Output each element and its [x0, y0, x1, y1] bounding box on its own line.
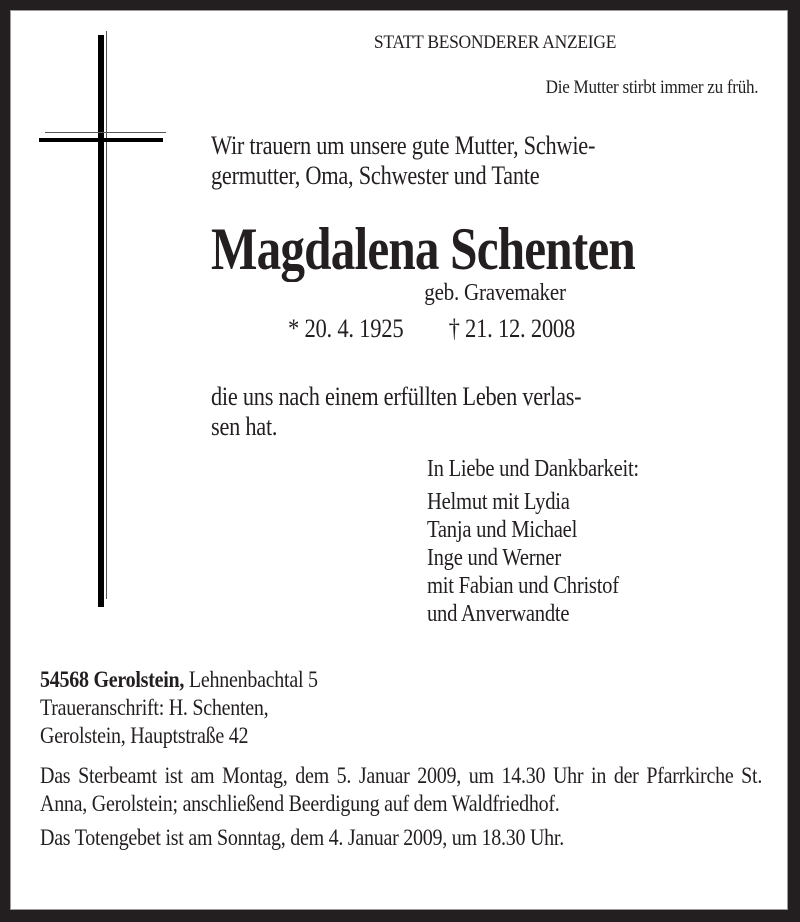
passing-line: die uns nach einem erfüllten Leben verlas-	[211, 382, 582, 411]
mourning-address-line: Gerolstein, Hauptstraße 42	[40, 723, 249, 748]
family-member: Helmut mit Lydia	[427, 489, 570, 515]
maiden-name: geb. Gravemaker	[424, 280, 566, 306]
residence-line	[40, 666, 318, 694]
passing-line: sen hat.	[211, 412, 278, 441]
motto: Die Mutter stirbt immer zu früh.	[545, 77, 758, 98]
notice-header: STATT BESONDERER ANZEIGE	[373, 32, 617, 53]
intro-line: Wir trauern um unsere gute Mutter, Schwie-	[211, 131, 596, 160]
cross-horizontal-hairline	[45, 132, 166, 133]
family-member: Inge und Werner	[427, 545, 561, 571]
life-dates	[288, 314, 575, 344]
birth-date: * 20. 4. 1925	[288, 314, 404, 343]
mourning-address-line: Traueranschrift: H. Schenten,	[40, 695, 269, 720]
signoff: In Liebe und Dankbarkeit:	[427, 456, 639, 482]
cross-horizontal-bar	[39, 138, 163, 142]
family-member: mit Fabian und Christof	[427, 573, 619, 599]
address-block	[40, 666, 318, 750]
family-member: und Anverwandte	[427, 601, 570, 627]
obituary-notice	[10, 10, 788, 910]
passing-text	[211, 382, 581, 442]
cross-vertical-bar	[98, 35, 104, 607]
family-list	[427, 488, 619, 628]
deceased-name: Magdalena Schenten	[211, 216, 635, 282]
residence-street: Lehnenbachtal 5	[184, 667, 318, 692]
requiem-text: Das Sterbeamt ist am Montag, dem 5. Januar 2009, um 14.30 Uhr in der Pfarrkirche St. Anna, Gerolstein; anschließend Beerdigung auf dem Waldfriedhof.	[40, 763, 763, 816]
prayer-text: Das Totengebet ist am Sonntag, dem 4. Januar 2009, um 18.30 Uhr.	[40, 825, 564, 850]
family-member: Tanja und Michael	[427, 517, 578, 543]
residence-city: 54568 Gerolstein,	[40, 667, 185, 692]
intro-line: germutter, Oma, Schwester und Tante	[211, 161, 540, 190]
cross-vertical-hairline	[106, 31, 107, 599]
service-info	[40, 762, 762, 858]
death-date: † 21. 12. 2008	[448, 314, 576, 343]
intro-text	[211, 131, 595, 191]
